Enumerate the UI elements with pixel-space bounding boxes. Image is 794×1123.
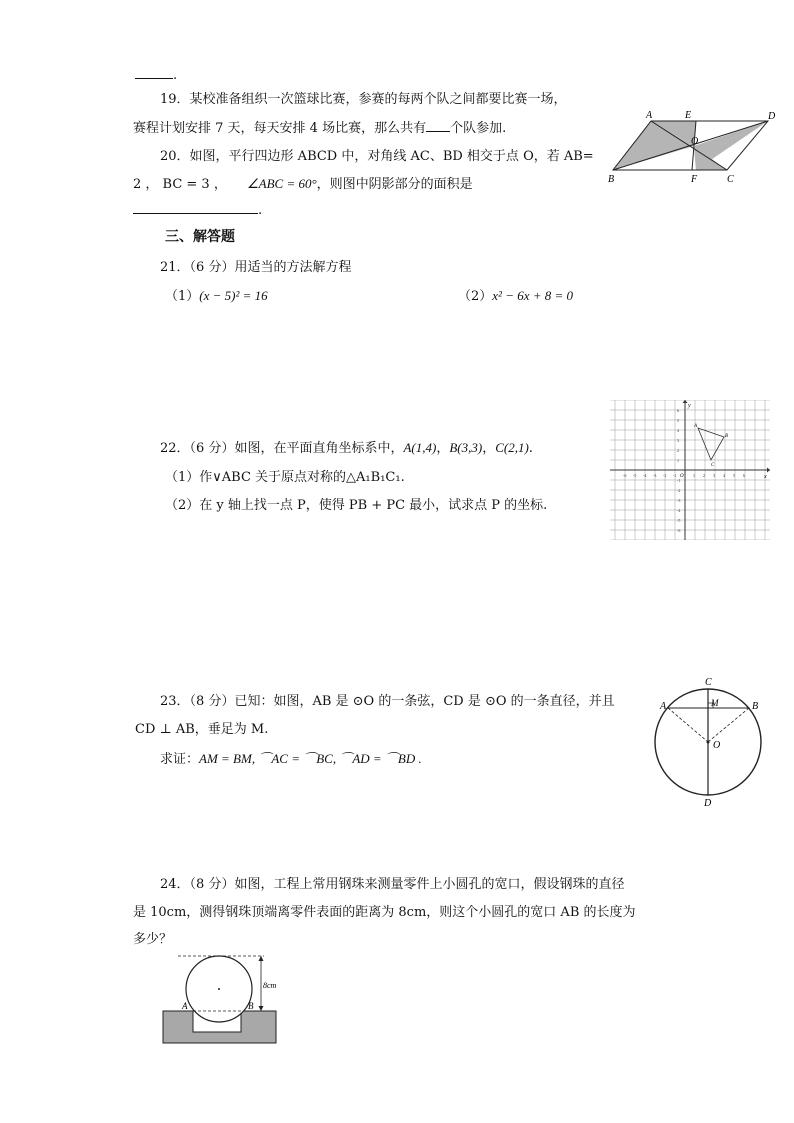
q22-stem-text: 22．（6 分）如图，在平面直角坐标系中， <box>160 441 404 456</box>
x-tick-label: -5 <box>633 473 637 478</box>
q20-line3 <box>133 199 262 218</box>
q21-part1-equation: (x − 5)² = 16 <box>199 288 268 303</box>
q20-question: ，则图中阴影部分的面积是 <box>316 177 473 192</box>
circle-label-m: M <box>711 698 719 708</box>
y-axis-arrow <box>683 400 688 403</box>
y-tick-label: -4 <box>677 508 681 513</box>
x-tick-label: -4 <box>643 473 647 478</box>
y-tick-label: -5 <box>677 518 681 523</box>
q20-period: . <box>258 203 263 218</box>
q20-line1: 20．如图，平行四边形 ABCD 中，对角线 AC、BD 相交于点 O，若 AB= <box>160 149 594 164</box>
q23-line1: 23．（8 分）已知：如图，AB 是 ⊙O 的一条弦，CD 是 ⊙O 的一条直径，并且 <box>160 694 615 709</box>
x-tick-label: -1 <box>673 473 677 478</box>
circle-label-d: D <box>704 798 712 809</box>
x-tick-labels <box>623 473 745 478</box>
x-tick-label: 2 <box>703 473 705 478</box>
grid-label-x: x <box>764 474 767 480</box>
radius-ob <box>708 708 749 742</box>
x-tick-label: -2 <box>663 473 667 478</box>
x-tick-label: -6 <box>623 473 627 478</box>
q21-part1 <box>165 285 268 304</box>
q21-part1-number: （1） <box>165 289 200 304</box>
q20-given: 2 ， BC = 3 ， <box>133 177 227 192</box>
circle-label-b: B <box>752 701 759 712</box>
dimension-arrow-bottom <box>259 1006 264 1011</box>
y-tick-label: -6 <box>677 528 681 533</box>
parallelogram-figure <box>603 108 783 188</box>
y-tick-label: -2 <box>677 488 681 493</box>
x-axis-arrow <box>767 468 770 473</box>
q22-stem <box>160 437 533 456</box>
dimension-arrow-top <box>259 956 264 961</box>
circle-figure <box>650 672 770 810</box>
label-f: F <box>691 174 698 185</box>
q24-line3: 多少？ <box>133 932 173 947</box>
y-tick-label: 1 <box>677 458 679 463</box>
x-tick-label: 5 <box>733 473 735 478</box>
y-tick-label: 6 <box>677 408 679 413</box>
q22-part2: （2）在 y 轴上找一点 P，使得 PB + PC 最小，试求点 P 的坐标. <box>165 498 548 513</box>
x-tick-label: -3 <box>653 473 657 478</box>
q18-answer-blank <box>135 64 173 79</box>
q21-part2-number: （2） <box>458 289 493 304</box>
label-a: A <box>646 110 653 121</box>
y-tick-label: 5 <box>677 418 679 423</box>
label-d: D <box>768 111 776 122</box>
circle-label-o: O <box>713 740 721 751</box>
hole-label-a: A <box>182 1001 188 1011</box>
y-tick-label: -1 <box>677 478 681 483</box>
label-c: C <box>727 174 734 185</box>
q20-angle: ∠ABC = 60° <box>246 176 317 191</box>
q19-text-a: 赛程计划安排 7 天，每天安排 4 场比赛，那么共有 <box>133 121 427 136</box>
grid-label-b: B <box>725 434 729 439</box>
coordinate-grid-figure <box>610 400 770 540</box>
y-tick-label: -3 <box>677 498 681 503</box>
q18-answer-tail <box>135 64 177 83</box>
q24-line1: 24．（8 分）如图，工程上常用钢珠来测量零件上小圆孔的宽口，假设钢珠的直径 <box>160 877 625 892</box>
q23-line2: CD ⊥ AB，垂足为 M. <box>135 722 269 737</box>
y-tick-label: 2 <box>677 448 679 453</box>
q22-sep-2: ， <box>482 441 496 456</box>
q21-stem: 21．（6 分）用适当的方法解方程 <box>160 260 352 275</box>
center-point <box>707 741 710 744</box>
x-tick-label: 1 <box>693 473 695 478</box>
ball-hole-figure <box>160 952 280 1047</box>
ball-center <box>218 988 220 990</box>
grid-label-c: C <box>711 463 715 468</box>
q19-text-b: 个队参加. <box>450 121 507 136</box>
hole-label-b: B <box>248 1001 254 1011</box>
y-tick-label: 4 <box>677 428 679 433</box>
q23-line3 <box>160 748 422 767</box>
grid-label-origin: O <box>680 474 684 479</box>
q18-period: . <box>173 68 178 83</box>
x-tick-label: 3 <box>713 473 715 478</box>
q24-line2: 是 10cm，测得钢珠顶端离零件表面的距离为 8cm，则这个小圆孔的宽口 AB 的长度为 <box>133 905 636 920</box>
grid-label-y: y <box>688 403 691 409</box>
q19-answer-blank <box>426 117 450 132</box>
q22-point-c: C(2,1) <box>495 440 529 455</box>
q23-prove-statement: AM = BM, ⌒AC = ⌒BC, ⌒AD = ⌒BD . <box>199 751 422 766</box>
x-tick-label: 6 <box>743 473 745 478</box>
q20-answer-blank <box>133 199 258 214</box>
triangle-abc <box>698 428 724 460</box>
q22-point-a: A(1,4) <box>403 440 437 455</box>
section-title: 三、解答题 <box>165 229 235 245</box>
grid-label-a: A <box>694 424 698 429</box>
q22-point-b: B(3,3) <box>449 440 483 455</box>
q19-line2 <box>133 117 506 136</box>
radius-oa <box>668 708 708 742</box>
q21-part2 <box>458 285 573 304</box>
y-tick-label: 3 <box>677 438 679 443</box>
x-tick-label: 4 <box>723 473 725 478</box>
q20-line2 <box>133 173 473 192</box>
circle-label-a: A <box>660 701 667 712</box>
q22-part1: （1）作∨ABC 关于原点对称的△A₁B₁C₁. <box>165 470 405 485</box>
circle-label-c: C <box>705 677 712 688</box>
q22-period: . <box>528 441 533 456</box>
q19-line1: 19．某校准备组织一次篮球比赛，参赛的每两个队之间都要比赛一场， <box>160 92 567 107</box>
label-b: B <box>608 174 615 185</box>
q22-sep-1: ， <box>436 441 450 456</box>
q21-part2-equation: x² − 6x + 8 = 0 <box>492 288 574 303</box>
label-e: E <box>685 110 692 121</box>
label-o: O <box>691 136 699 147</box>
dimension-label: 8cm <box>263 981 277 990</box>
q23-prove-label: 求证： <box>160 752 200 767</box>
